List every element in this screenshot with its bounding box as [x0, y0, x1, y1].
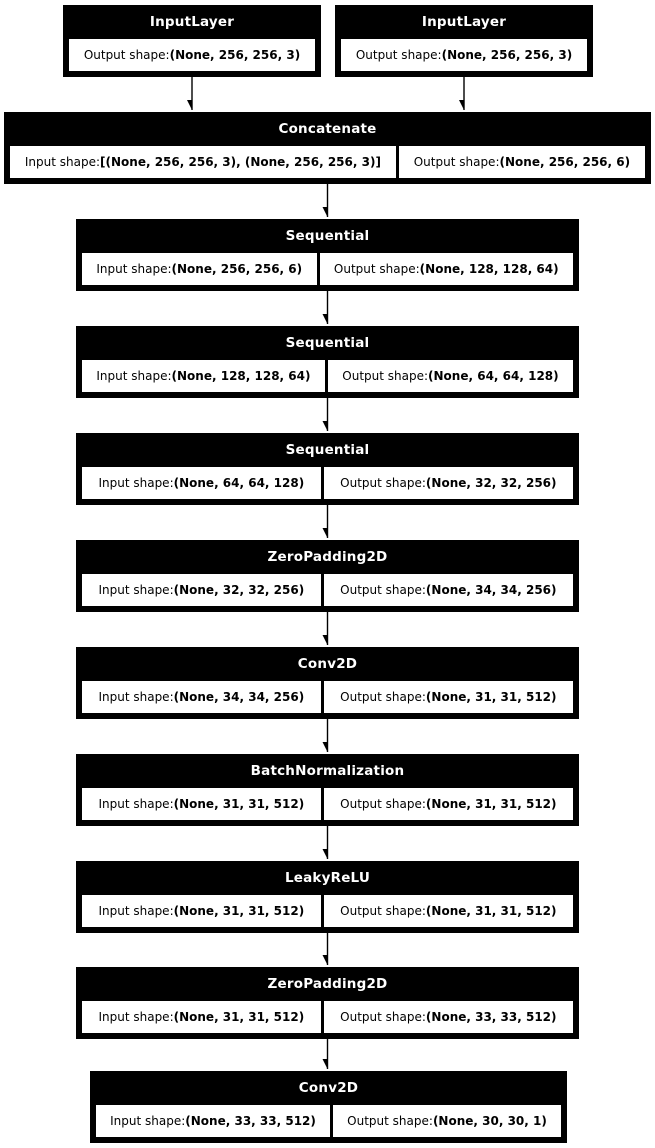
node-input-layer-1: [63, 5, 321, 77]
cell-value: (None, 128, 128, 64): [171, 369, 311, 383]
node-body: [10, 146, 645, 178]
cell-label: Input shape:: [98, 904, 174, 918]
cell-value: (None, 34, 34, 256): [425, 583, 557, 597]
node-conv2d-1: [76, 647, 579, 719]
cell-label: Output shape:: [413, 155, 500, 169]
input-shape-cell: [82, 788, 321, 820]
input-shape-cell: [96, 1105, 330, 1137]
node-input-layer-2: [335, 5, 593, 77]
cell-label: Input shape:: [96, 369, 172, 383]
cell-label: Input shape:: [98, 583, 174, 597]
cell-value: (None, 31, 31, 512): [425, 690, 557, 704]
cell-label: Output shape:: [342, 369, 429, 383]
node-conv2d-2: [90, 1071, 567, 1143]
output-shape-cell: [324, 467, 573, 499]
node-zero-padding2d-2: [76, 967, 579, 1039]
node-sequential-2: [76, 326, 579, 398]
cell-value: (None, 33, 33, 512): [185, 1114, 316, 1128]
node-body: [82, 360, 573, 392]
node-body: [96, 1105, 561, 1137]
node-title: Sequential: [285, 335, 370, 351]
cell-value: (None, 64, 64, 128): [428, 369, 559, 383]
node-title: ZeroPadding2D: [267, 976, 388, 992]
cell-value: (None, 256, 256, 6): [499, 155, 631, 169]
node-sequential-3: [76, 433, 579, 505]
cell-label: Output shape:: [340, 797, 426, 811]
input-shape-cell: [82, 574, 321, 606]
node-zero-padding2d-1: [76, 540, 579, 612]
node-batch-normalization: [76, 754, 579, 826]
cell-label: Output shape:: [347, 1114, 433, 1128]
cell-value: (None, 33, 33, 512): [425, 1010, 557, 1024]
cell-value: (None, 30, 30, 1): [432, 1114, 547, 1128]
input-shape-cell: [10, 146, 396, 178]
output-shape-cell: [399, 146, 645, 178]
cell-value: (None, 31, 31, 512): [173, 904, 305, 918]
cell-value: (None, 32, 32, 256): [173, 583, 305, 597]
output-shape-cell: [69, 39, 315, 71]
cell-label: Output shape:: [83, 48, 170, 62]
cell-label: Input shape:: [98, 797, 174, 811]
node-body: [82, 574, 573, 606]
node-sequential-1: [76, 219, 579, 291]
cell-label: Input shape:: [24, 155, 101, 169]
input-shape-cell: [82, 681, 321, 713]
output-shape-cell: [328, 360, 573, 392]
input-shape-cell: [82, 467, 321, 499]
cell-label: Input shape:: [98, 1010, 174, 1024]
cell-value: (None, 31, 31, 512): [425, 797, 557, 811]
cell-label: Output shape:: [333, 262, 420, 276]
cell-value: (None, 128, 128, 64): [419, 262, 559, 276]
output-shape-cell: [324, 574, 573, 606]
output-shape-cell: [324, 788, 573, 820]
node-body: [82, 467, 573, 499]
output-shape-cell: [320, 253, 574, 285]
cell-value: (None, 256, 256, 6): [171, 262, 303, 276]
cell-label: Output shape:: [340, 1010, 426, 1024]
input-shape-cell: [82, 360, 325, 392]
node-body: [82, 253, 573, 285]
input-shape-cell: [82, 253, 317, 285]
cell-label: Input shape:: [98, 690, 174, 704]
node-title: ZeroPadding2D: [267, 549, 388, 565]
input-shape-cell: [82, 1001, 321, 1033]
node-title: LeakyReLU: [284, 870, 371, 886]
output-shape-cell: [341, 39, 587, 71]
node-body: [82, 895, 573, 927]
cell-label: Output shape:: [340, 690, 426, 704]
node-title: Sequential: [285, 228, 370, 244]
output-shape-cell: [333, 1105, 561, 1137]
cell-value: (None, 34, 34, 256): [173, 690, 305, 704]
node-title: InputLayer: [421, 14, 507, 30]
node-title: Conv2D: [298, 1080, 359, 1096]
node-title: Sequential: [285, 442, 370, 458]
node-body: [82, 1001, 573, 1033]
input-shape-cell: [82, 895, 321, 927]
cell-label: Output shape:: [340, 583, 426, 597]
node-title: Conv2D: [297, 656, 358, 672]
cell-label: Input shape:: [110, 1114, 186, 1128]
cell-label: Input shape:: [96, 262, 172, 276]
cell-value: (None, 256, 256, 3): [441, 48, 573, 62]
node-concatenate: [4, 112, 651, 184]
cell-value: (None, 31, 31, 512): [425, 904, 557, 918]
node-title: BatchNormalization: [250, 763, 405, 779]
output-shape-cell: [324, 895, 573, 927]
node-title: InputLayer: [149, 14, 235, 30]
cell-value: (None, 31, 31, 512): [173, 797, 305, 811]
cell-label: Output shape:: [340, 904, 426, 918]
node-title: Concatenate: [278, 121, 377, 137]
cell-value: (None, 31, 31, 512): [173, 1010, 305, 1024]
cell-label: Output shape:: [340, 476, 426, 490]
cell-value: (None, 256, 256, 3): [169, 48, 301, 62]
node-body: [69, 39, 315, 71]
output-shape-cell: [324, 1001, 573, 1033]
node-body: [82, 788, 573, 820]
node-leaky-relu: [76, 861, 579, 933]
output-shape-cell: [324, 681, 573, 713]
cell-value: (None, 32, 32, 256): [425, 476, 557, 490]
cell-value: (None, 64, 64, 128): [173, 476, 305, 490]
node-body: [341, 39, 587, 71]
node-body: [82, 681, 573, 713]
cell-label: Output shape:: [355, 48, 442, 62]
cell-value: [(None, 256, 256, 3), (None, 256, 256, 3)]: [100, 155, 381, 169]
cell-label: Input shape:: [98, 476, 174, 490]
